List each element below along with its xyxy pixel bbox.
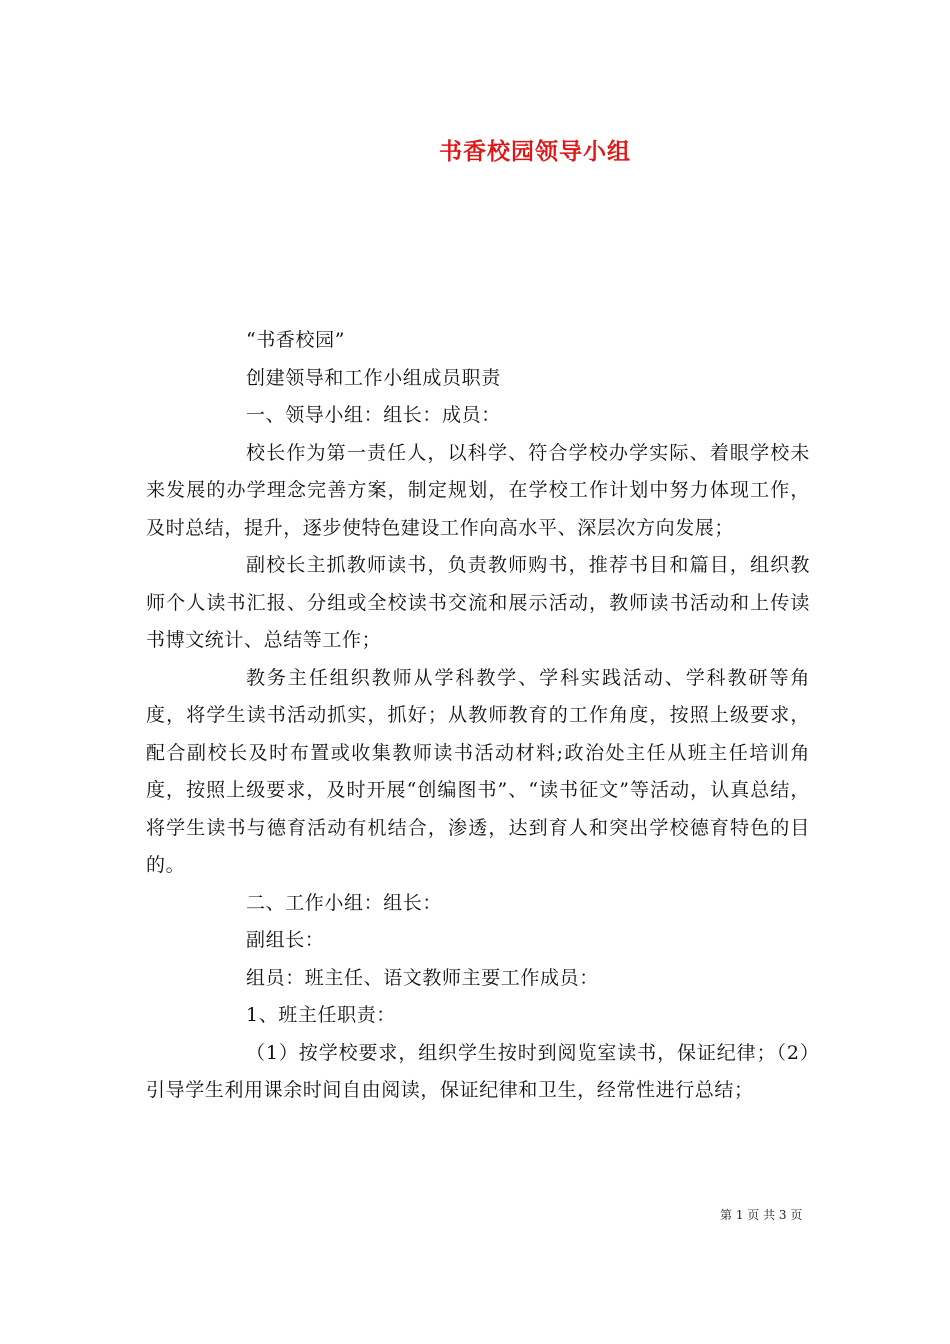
- paragraph-vice-principal-duty: 副校长主抓教师读书，负责教师购书，推荐书目和篇目，组织教师个人读书汇报、分组或全校读书交流和展示活动，教师读书活动和上传读书博文统计、总结等工作；: [146, 554, 810, 651]
- paragraph-principal-duty: 校长作为第一责任人，以科学、符合学校办学实际、着眼学校未来发展的办学理念完善方案，制定规划，在学校工作计划中努力体现工作，及时总结，提升，逐步使特色建设工作向高水平、深层次方向发展；: [146, 441, 810, 539]
- paragraph-deputy-leader: 副组长：: [246, 929, 325, 951]
- paragraph-academic-director-duty: 教务主任组织教师从学科教学、学科实践活动、学科教研等角度，将学生读书活动抓实，抓好；从教师教育的工作角度，按照上级要求，配合副校长及时布置或收集教师读书活动材料;政治处主任从班主任培训角度，按照上级要求，及时开展“创编图书”、“读书征文”等活动，认真总结，将学生读书与德育活动有机结合，渗透，达到育人和突出学校德育特色的目的。: [146, 666, 810, 876]
- paragraph-heading-quote: “书香校园”: [246, 329, 346, 351]
- page-number-footer: 第 1 页 共 3 页: [720, 1208, 803, 1222]
- document-body: [146, 322, 810, 1110]
- paragraph-heading-subtitle: 创建领导和工作小组成员职责: [246, 366, 501, 389]
- paragraph-members: 组员：班主任、语文教师主要工作成员：: [246, 966, 599, 989]
- paragraph-class-teacher-duties: （1）按学校要求，组织学生按时到阅览室读书，保证纪律；（2）引导学生利用课余时间自由阅读，保证纪律和卫生，经常性进行总结；: [146, 1041, 810, 1101]
- document-title: 书香校园领导小组: [439, 139, 631, 165]
- paragraph-working-group: 二、工作小组：组长：: [246, 891, 443, 914]
- paragraph-leadership-group: 一、领导小组：组长：成员：: [246, 404, 501, 426]
- paragraph-class-teacher-heading: 1、班主任职责：: [246, 1004, 396, 1026]
